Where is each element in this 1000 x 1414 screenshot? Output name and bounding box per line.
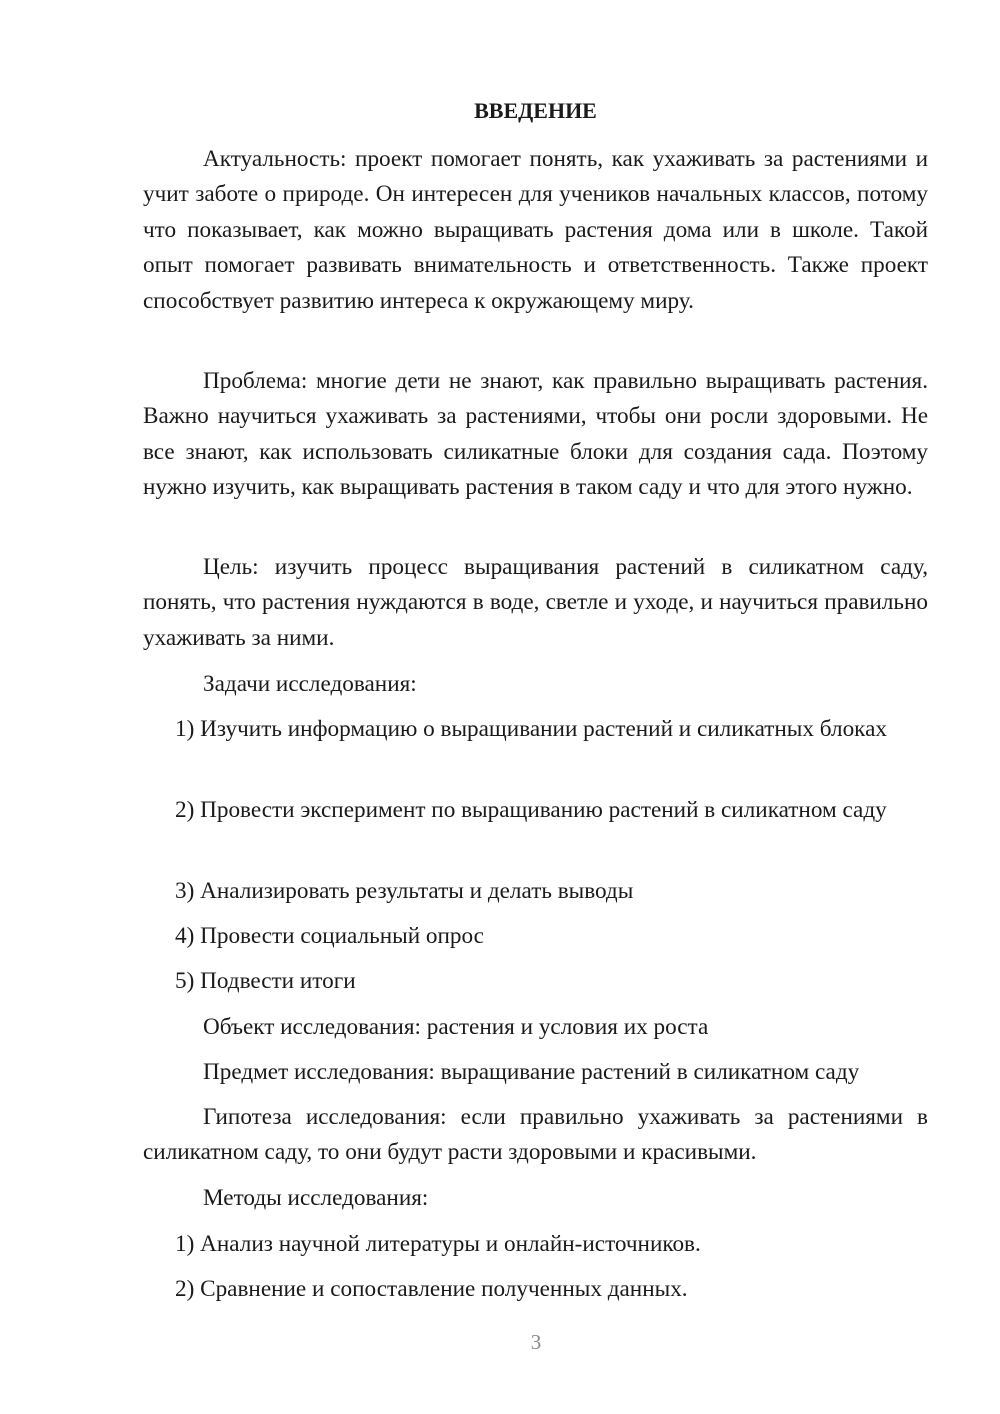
tasks-heading: Задачи исследования: — [203, 671, 417, 697]
method-item-1: 1) Анализ научной литературы и онлайн-источников. — [175, 1231, 701, 1257]
methods-heading: Методы исследования: — [203, 1185, 429, 1211]
task-item-1: 1) Изучить информацию о выращивании растений и силикатных блоках — [175, 716, 887, 742]
task-item-2: 2) Провести эксперимент по выращиванию растений в силикатном саду — [175, 797, 887, 823]
hypothesis-paragraph: Гипотеза исследования: если правильно ухаживать за растениями в силикатном саду, то они будут расти здоровыми и красивыми. — [143, 1104, 928, 1166]
problem-paragraph: Проблема: многие дети не знают, как правильно выращивать растения. Важно научиться ухаживать за растениями, чтобы они росли здоровыми. Не все знают, как использовать силикатные блоки для создания сада. Поэтому нужно изучить, как выращивать растения в таком саду и что для этого нужно. — [143, 368, 928, 501]
task-item-4: 4) Провести социальный опрос — [175, 923, 484, 949]
goal-paragraph: Цель: изучить процесс выращивания растений в силикатном саду, понять, что растения нуждаются в воде, светле и уходе, и научиться правильно ухаживать за ними. — [143, 554, 928, 651]
page-title: ВВЕДЕНИЕ — [474, 98, 597, 123]
subject-paragraph: Предмет исследования: выращивание растений в силикатном саду — [203, 1059, 860, 1085]
task-item-3: 3) Анализировать результаты и делать выводы — [175, 878, 634, 904]
object-paragraph: Объект исследования: растения и условия их роста — [203, 1014, 709, 1040]
relevance-paragraph: Актуальность: проект помогает понять, как ухаживать за растениями и учит заботе о природе. Он интересен для учеников начальных классов, потому что показывает, как можно выращивать растения дома или в школе. Такой опыт помогает развивать внимательность и ответственность. Также проект способствует развитию интереса к окружающему миру. — [143, 146, 928, 314]
task-item-5: 5) Подвести итоги — [175, 968, 356, 994]
method-item-2: 2) Сравнение и сопоставление полученных данных. — [175, 1276, 688, 1302]
page-number: 3 — [530, 1330, 542, 1354]
